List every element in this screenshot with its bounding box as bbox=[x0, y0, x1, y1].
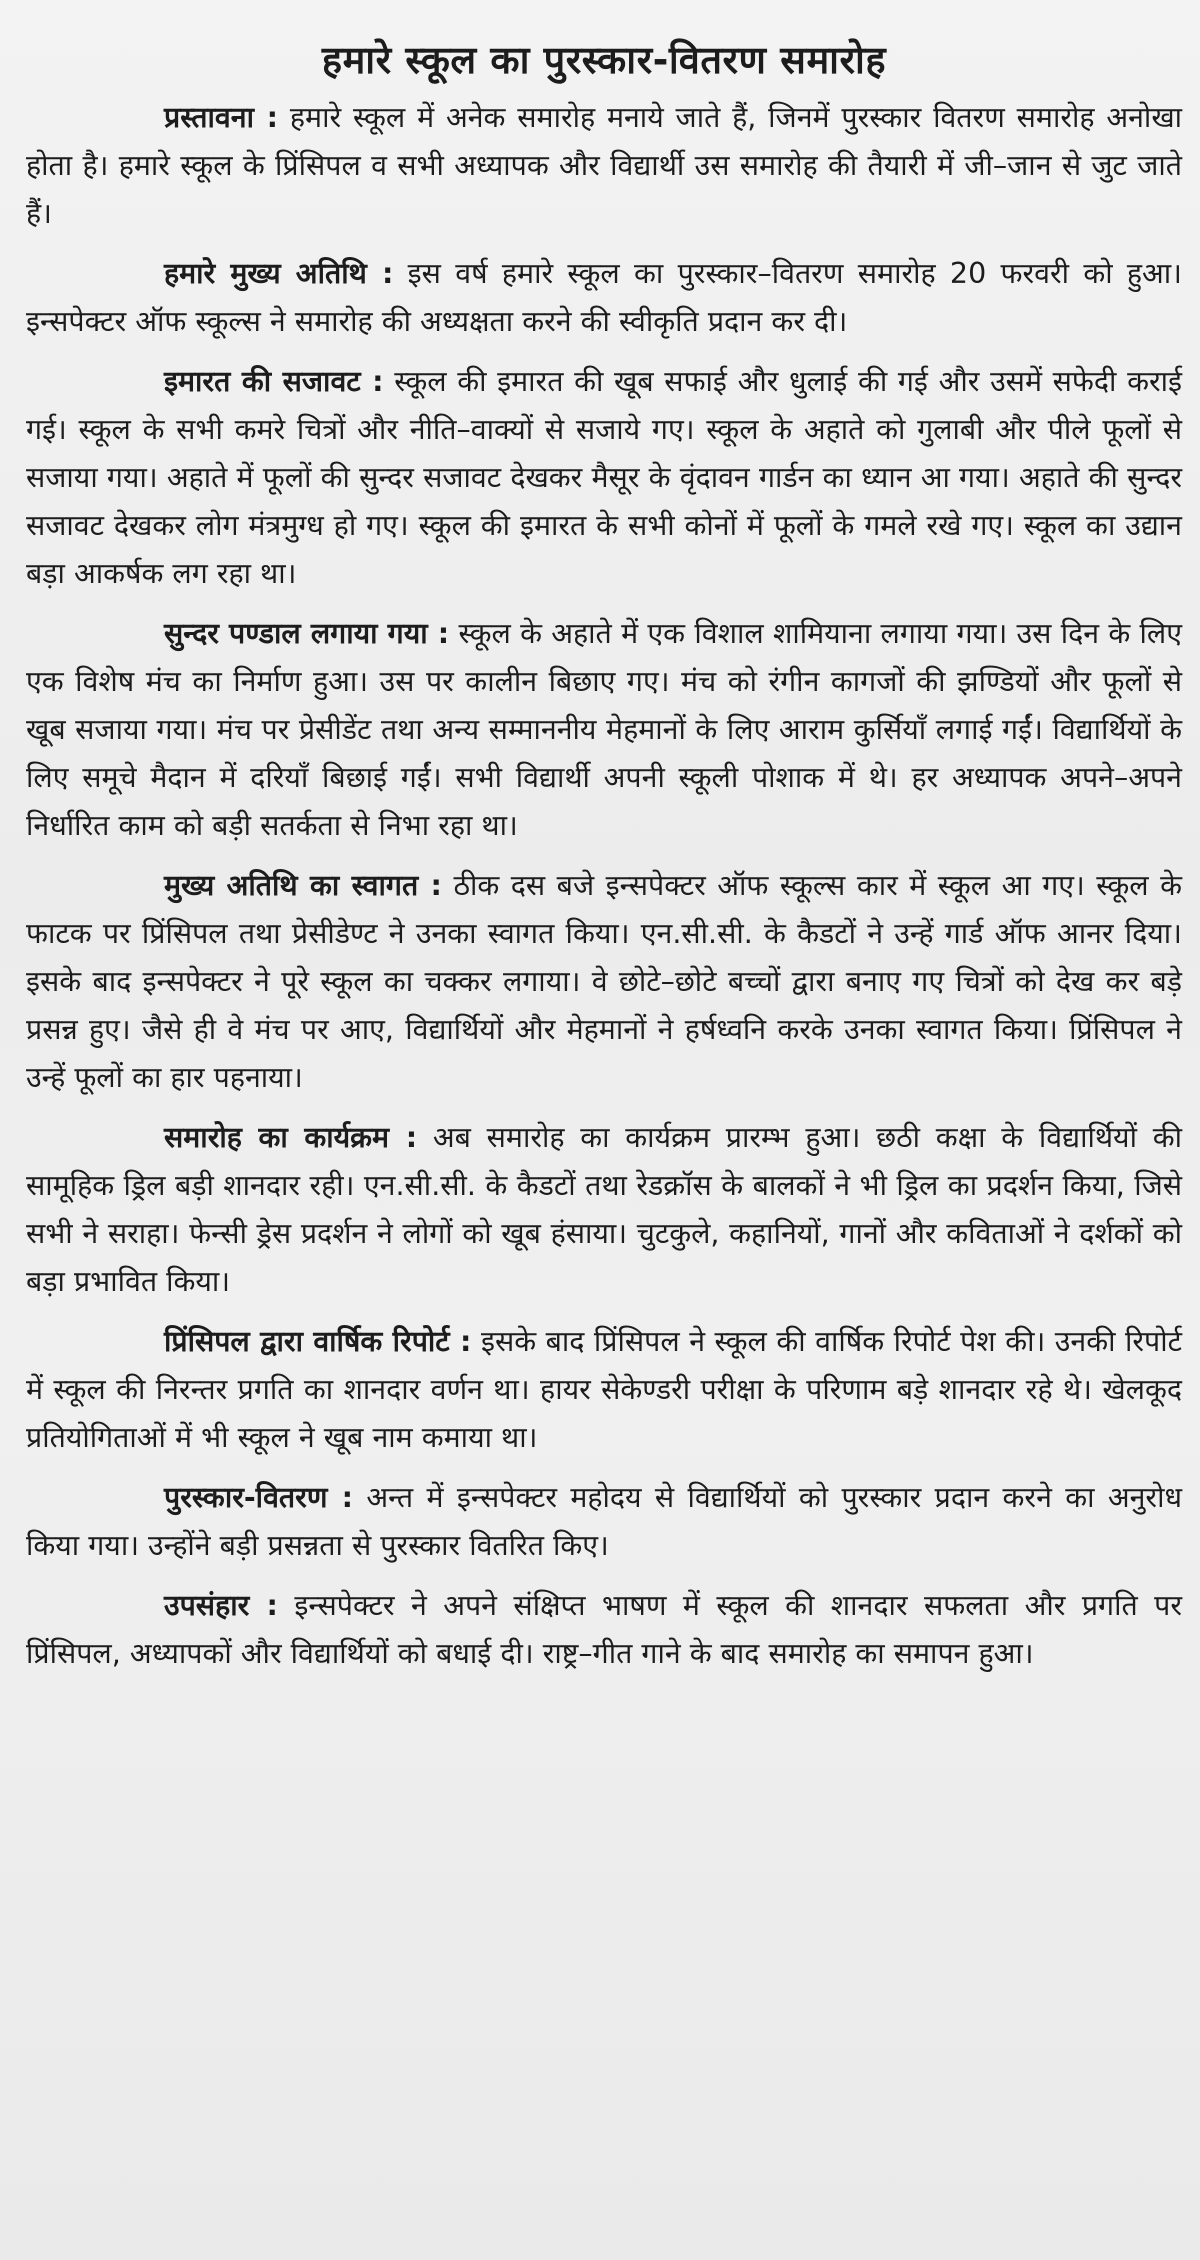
section-introduction bbox=[26, 94, 1182, 238]
section-text: इसके बाद प्रिंसिपल ने स्कूल की वार्षिक रिपोर्ट पेश की। उनकी रिपोर्ट में स्कूल की निरन्तर प्रगति का शानदार वर्णन था। हायर सेकेण्डरी परीक्षा के परिणाम बड़े शानदार रहे थे। खेलकूद प्रतियोगिताओं में भी स्कूल ने खूब नाम कमाया था। bbox=[26, 1325, 1182, 1454]
section-heading: उपसंहार : bbox=[164, 1589, 278, 1622]
section-heading: हमारे मुख्य अतिथि : bbox=[164, 257, 394, 290]
section-heading: प्रस्तावना : bbox=[164, 101, 279, 134]
section-text: स्कूल की इमारत की खूब सफाई और धुलाई की गई और उसमें सफेदी कराई गई। स्कूल के सभी कमरे चित्रों और नीति–वाक्यों से सजाये गए। स्कूल के अहाते को गुलाबी और पीले फूलों से सजाया गया। अहाते में फूलों की सुन्दर सजावट देखकर मैसूर के वृंदावन गार्डन का ध्यान आ गया। अहाते की सुन्दर सजावट देखकर लोग मंत्रमुग्ध हो गए। स्कूल की इमारत के सभी कोनों में फूलों के गमले रखे गए। स्कूल का उद्यान बड़ा आकर्षक लग रहा था। bbox=[26, 365, 1182, 590]
section-heading: सुन्दर पण्डाल लगाया गया : bbox=[164, 617, 450, 650]
section-text: अब समारोह का कार्यक्रम प्रारम्भ हुआ। छठी कक्षा के विद्यार्थियों की सामूहिक ड्रिल बड़ी शानदार रही। एन.सी.सी. के कैडटों तथा रेडक्रॉस के बालकों ने भी ड्रिल का प्रदर्शन किया, जिसे सभी ने सराहा। फेन्सी ड्रेस प्रदर्शन ने लोगों को खूब हंसाया। चुटकुले, कहानियों, गानों और कविताओं ने दर्शकों को बड़ा प्रभावित किया। bbox=[26, 1121, 1182, 1298]
section-building-decoration bbox=[26, 358, 1182, 598]
section-program bbox=[26, 1114, 1182, 1306]
section-heading: मुख्य अतिथि का स्वागत : bbox=[164, 869, 442, 902]
section-conclusion bbox=[26, 1582, 1182, 1678]
section-heading: पुरस्कार-वितरण : bbox=[164, 1481, 354, 1514]
section-pandal bbox=[26, 610, 1182, 850]
section-prize-distribution bbox=[26, 1474, 1182, 1570]
section-text: स्कूल के अहाते में एक विशाल शामियाना लगाया गया। उस दिन के लिए एक विशेष मंच का निर्माण हुआ। उस पर कालीन बिछाए गए। मंच को रंगीन कागजों की झण्डियों और फूलों से खूब सजाया गया। मंच पर प्रेसीडेंट तथा अन्य सम्माननीय मेहमानों के लिए आराम कुर्सियाँ लगाई गईं। विद्यार्थियों के लिए समूचे मैदान में दरियाँ बिछाई गईं। सभी विद्यार्थी अपनी स्कूली पोशाक में थे। हर अध्यापक अपने–अपने निर्धारित काम को बड़ी सतर्कता से निभा रहा था। bbox=[26, 617, 1182, 842]
section-text: ठीक दस बजे इन्सपेक्टर ऑफ स्कूल्स कार में स्कूल आ गए। स्कूल के फाटक पर प्रिंसिपल तथा प्रेसीडेण्ट ने उनका स्वागत किया। एन.सी.सी. के कैडटों ने उन्हें गार्ड ऑफ आनर दिया। इसके बाद इन्सपेक्टर ने पूरे स्कूल का चक्कर लगाया। वे छोटे–छोटे बच्चों द्वारा बनाए गए चित्रों को देख कर बड़े प्रसन्न हुए। जैसे ही वे मंच पर आए, विद्यार्थियों और मेहमानों ने हर्षध्वनि करके उनका स्वागत किया। प्रिंसिपल ने उन्हें फूलों का हार पहनाया। bbox=[26, 869, 1182, 1094]
section-heading: इमारत की सजावट : bbox=[164, 365, 384, 398]
section-chief-guest bbox=[26, 250, 1182, 346]
section-guest-welcome bbox=[26, 862, 1182, 1102]
section-text: अन्त में इन्सपेक्टर महोदय से विद्यार्थियों को पुरस्कार प्रदान करने का अनुरोध किया गया। उन्होंने बड़ी प्रसन्नता से पुरस्कार वितरित किए। bbox=[26, 1481, 1182, 1562]
section-heading: प्रिंसिपल द्वारा वार्षिक रिपोर्ट : bbox=[164, 1325, 472, 1358]
section-heading: समारोह का कार्यक्रम : bbox=[164, 1121, 418, 1154]
section-text: हमारे स्कूल में अनेक समारोह मनाये जाते हैं, जिनमें पुरस्कार वितरण समारोह अनोखा होता है। हमारे स्कूल के प्रिंसिपल व सभी अध्यापक और विद्यार्थी उस समारोह की तैयारी में जी–जान से जुट जाते हैं। bbox=[26, 101, 1183, 230]
page-title: हमारे स्कूल का पुरस्कार-वितरण समारोह bbox=[321, 38, 887, 82]
section-text: इन्सपेक्टर ने अपने संक्षिप्त भाषण में स्कूल की शानदार सफलता और प्रगति पर प्रिंसिपल, अध्यापकों और विद्यार्थियों को बधाई दी। राष्ट्र–गीत गाने के बाद समारोह का समापन हुआ। bbox=[26, 1589, 1182, 1670]
section-annual-report bbox=[26, 1318, 1182, 1462]
section-text: इस वर्ष हमारे स्कूल का पुरस्कार–वितरण समारोह 20 फरवरी को हुआ। इन्सपेक्टर ऑफ स्कूल्स ने समारोह की अध्यक्षता करने की स्वीकृति प्रदान कर दी। bbox=[26, 257, 1182, 338]
